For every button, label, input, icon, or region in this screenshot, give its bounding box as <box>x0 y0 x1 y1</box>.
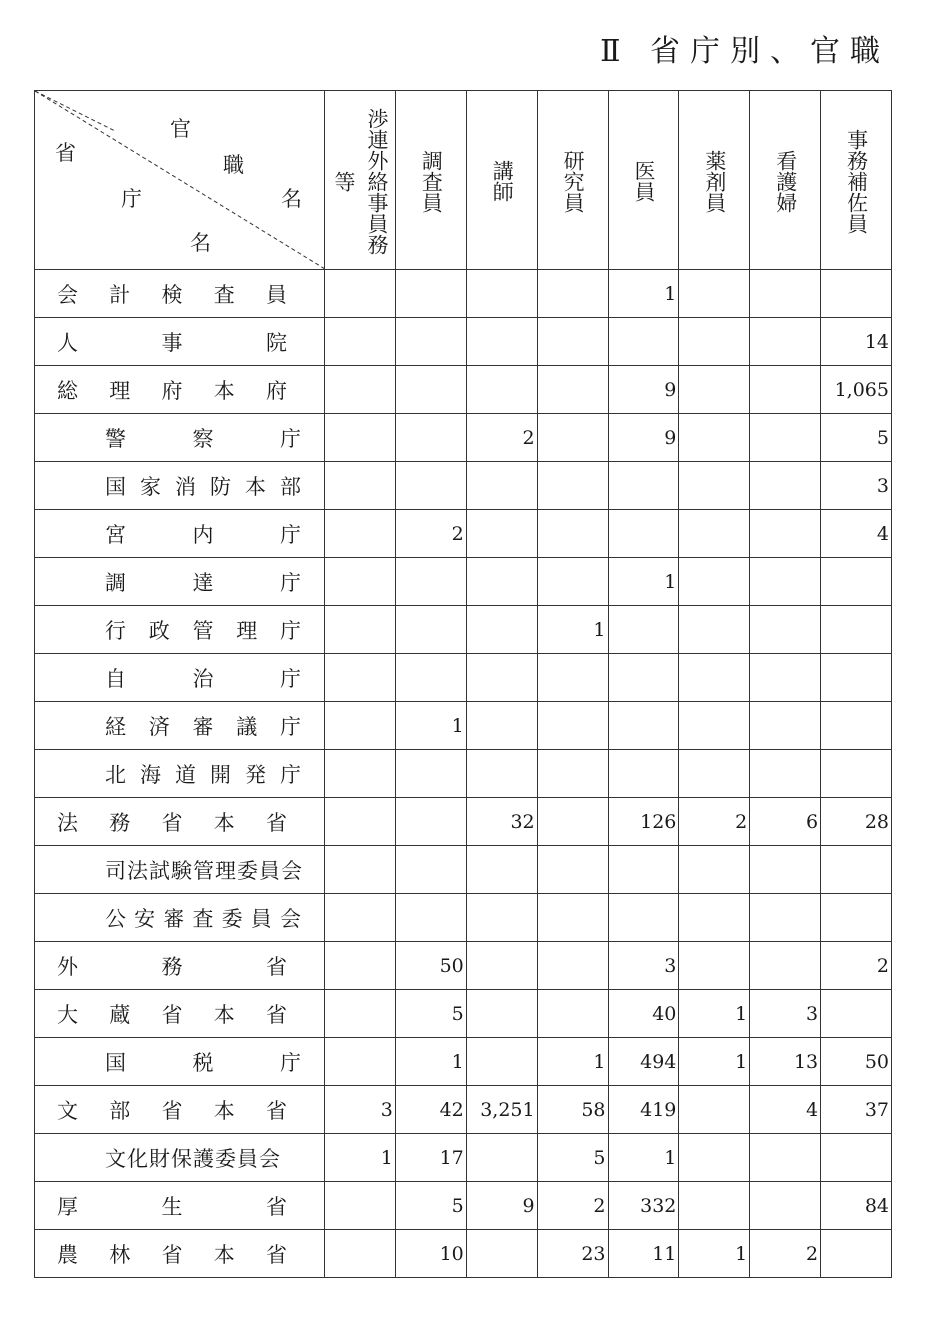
agency-name-cell <box>35 702 325 750</box>
value-cell <box>679 558 750 606</box>
value-cell: 2 <box>466 414 537 462</box>
value-cell <box>466 990 537 1038</box>
column-header-label: 薬剤員 <box>702 149 727 213</box>
value-cell: 58 <box>537 1086 608 1134</box>
value-cell <box>537 894 608 942</box>
value-cell: 2 <box>750 1230 821 1278</box>
value-cell <box>395 270 466 318</box>
value-cell <box>679 318 750 366</box>
value-cell: 332 <box>608 1182 679 1230</box>
corner-kan: 官 <box>170 117 191 141</box>
value-cell <box>537 846 608 894</box>
value-cell: 9 <box>466 1182 537 1230</box>
value-cell <box>537 798 608 846</box>
table-row <box>35 702 892 750</box>
value-cell <box>395 462 466 510</box>
page-title: Ⅱ 省庁別、官職 <box>600 34 890 69</box>
agency-name-cell <box>35 894 325 942</box>
value-cell <box>325 1230 396 1278</box>
table-row <box>35 606 892 654</box>
value-cell <box>466 558 537 606</box>
value-cell <box>679 750 750 798</box>
agency-name: 自 治 庁 <box>105 666 301 691</box>
value-cell: 50 <box>821 1038 892 1086</box>
value-cell: 5 <box>537 1134 608 1182</box>
corner-shoku: 職 <box>223 153 244 177</box>
agency-name-cell <box>35 318 325 366</box>
value-cell: 494 <box>608 1038 679 1086</box>
table-row <box>35 798 892 846</box>
value-cell: 1 <box>608 270 679 318</box>
column-header-label: 渉連外絡事員務等 <box>331 107 389 255</box>
value-cell <box>608 750 679 798</box>
agency-name-cell <box>35 510 325 558</box>
table-row <box>35 1086 892 1134</box>
agency-name-cell <box>35 1230 325 1278</box>
value-cell: 23 <box>537 1230 608 1278</box>
column-header <box>395 91 466 270</box>
value-cell: 13 <box>750 1038 821 1086</box>
agency-name-cell <box>35 270 325 318</box>
value-cell: 1 <box>679 1038 750 1086</box>
column-header <box>466 91 537 270</box>
value-cell: 50 <box>395 942 466 990</box>
value-cell <box>750 462 821 510</box>
value-cell <box>395 798 466 846</box>
value-cell <box>608 702 679 750</box>
value-cell: 4 <box>750 1086 821 1134</box>
value-cell <box>537 942 608 990</box>
value-cell: 1 <box>608 558 679 606</box>
agency-name: 文 部 省 本 省 <box>57 1098 287 1123</box>
value-cell <box>395 558 466 606</box>
value-cell <box>608 654 679 702</box>
value-cell <box>395 318 466 366</box>
value-cell <box>750 846 821 894</box>
value-cell <box>821 606 892 654</box>
agency-name-cell <box>35 414 325 462</box>
value-cell: 1 <box>395 1038 466 1086</box>
agency-name: 国 税 庁 <box>105 1050 301 1075</box>
table-row <box>35 270 892 318</box>
value-cell <box>821 846 892 894</box>
value-cell: 1 <box>537 606 608 654</box>
value-cell <box>325 414 396 462</box>
value-cell <box>466 750 537 798</box>
value-cell: 5 <box>821 414 892 462</box>
agency-name-cell <box>35 942 325 990</box>
value-cell <box>679 654 750 702</box>
value-cell <box>466 846 537 894</box>
value-cell <box>537 558 608 606</box>
value-cell <box>537 654 608 702</box>
column-header-label: 事務補佐員 <box>844 128 869 234</box>
agency-name-cell <box>35 1182 325 1230</box>
value-cell <box>325 270 396 318</box>
value-cell <box>608 462 679 510</box>
agency-name-cell <box>35 558 325 606</box>
value-cell <box>325 654 396 702</box>
value-cell: 84 <box>821 1182 892 1230</box>
value-cell <box>537 318 608 366</box>
agency-name: 北 海 道 開 発 庁 <box>105 762 301 787</box>
agency-name: 大 蔵 省 本 省 <box>57 1002 287 1027</box>
value-cell <box>537 702 608 750</box>
value-cell <box>537 414 608 462</box>
column-header <box>679 91 750 270</box>
value-cell: 40 <box>608 990 679 1038</box>
value-cell: 3 <box>325 1086 396 1134</box>
value-cell <box>466 318 537 366</box>
table-row <box>35 1134 892 1182</box>
value-cell <box>679 366 750 414</box>
value-cell <box>750 942 821 990</box>
column-header <box>537 91 608 270</box>
agency-name: 会 計 検 査 員 <box>57 282 287 307</box>
value-cell <box>325 1038 396 1086</box>
table-row <box>35 1230 892 1278</box>
value-cell <box>325 558 396 606</box>
corner-cho: 庁 <box>121 187 142 211</box>
value-cell <box>679 510 750 558</box>
column-header-label: 講師 <box>490 160 515 202</box>
value-cell: 2 <box>821 942 892 990</box>
corner-mei-top: 名 <box>281 187 302 211</box>
value-cell: 10 <box>395 1230 466 1278</box>
value-cell <box>821 558 892 606</box>
value-cell <box>821 750 892 798</box>
value-cell <box>750 414 821 462</box>
column-header <box>608 91 679 270</box>
staff-table <box>34 90 892 1278</box>
corner-mei-bottom: 名 <box>190 231 211 255</box>
agency-name-cell <box>35 750 325 798</box>
value-cell <box>537 462 608 510</box>
table-row <box>35 318 892 366</box>
value-cell: 2 <box>679 798 750 846</box>
table-row <box>35 366 892 414</box>
value-cell <box>537 750 608 798</box>
value-cell <box>537 990 608 1038</box>
value-cell <box>679 846 750 894</box>
agency-name: 外 務 省 <box>57 954 287 979</box>
agency-name: 国 家 消 防 本 部 <box>105 474 301 499</box>
value-cell <box>750 558 821 606</box>
agency-name: 農 林 省 本 省 <box>57 1242 287 1267</box>
value-cell: 126 <box>608 798 679 846</box>
column-header <box>325 91 396 270</box>
value-cell <box>466 1038 537 1086</box>
value-cell <box>325 894 396 942</box>
value-cell <box>821 270 892 318</box>
agency-name-cell <box>35 1038 325 1086</box>
agency-name: 宮 内 庁 <box>105 522 301 547</box>
agency-name: 調 達 庁 <box>105 570 301 595</box>
value-cell <box>608 510 679 558</box>
value-cell <box>325 366 396 414</box>
corner-sho: 省 <box>55 141 76 165</box>
table-row <box>35 942 892 990</box>
agency-name: 総 理 府 本 府 <box>57 378 287 403</box>
value-cell: 2 <box>395 510 466 558</box>
value-cell: 419 <box>608 1086 679 1134</box>
agency-name-cell <box>35 462 325 510</box>
value-cell <box>466 366 537 414</box>
value-cell <box>395 654 466 702</box>
value-cell: 14 <box>821 318 892 366</box>
value-cell <box>750 318 821 366</box>
table-row <box>35 558 892 606</box>
value-cell <box>466 654 537 702</box>
value-cell <box>325 1182 396 1230</box>
value-cell: 3 <box>750 990 821 1038</box>
column-header-label: 医員 <box>631 160 656 202</box>
value-cell <box>679 894 750 942</box>
value-cell: 1 <box>325 1134 396 1182</box>
value-cell: 3,251 <box>466 1086 537 1134</box>
agency-name-cell <box>35 654 325 702</box>
agency-name: 文化財保護委員会 <box>105 1146 281 1171</box>
value-cell <box>466 606 537 654</box>
value-cell <box>325 990 396 1038</box>
agency-name: 行 政 管 理 庁 <box>105 618 301 643</box>
table-row <box>35 1038 892 1086</box>
value-cell <box>608 846 679 894</box>
value-cell <box>608 318 679 366</box>
agency-name: 警 察 庁 <box>105 426 301 451</box>
value-cell: 2 <box>537 1182 608 1230</box>
value-cell <box>679 270 750 318</box>
table-row <box>35 894 892 942</box>
value-cell <box>466 942 537 990</box>
value-cell: 37 <box>821 1086 892 1134</box>
value-cell <box>395 606 466 654</box>
value-cell: 11 <box>608 1230 679 1278</box>
value-cell <box>750 750 821 798</box>
agency-name: 司法試験管理委員会 <box>105 858 303 883</box>
value-cell <box>679 942 750 990</box>
value-cell <box>466 462 537 510</box>
column-header <box>750 91 821 270</box>
value-cell: 9 <box>608 366 679 414</box>
value-cell: 4 <box>821 510 892 558</box>
table-row <box>35 1182 892 1230</box>
value-cell <box>325 942 396 990</box>
value-cell <box>750 1134 821 1182</box>
value-cell <box>750 510 821 558</box>
agency-name-cell <box>35 1134 325 1182</box>
value-cell <box>679 462 750 510</box>
value-cell: 6 <box>750 798 821 846</box>
value-cell <box>325 318 396 366</box>
value-cell <box>466 702 537 750</box>
value-cell <box>325 462 396 510</box>
value-cell <box>679 1134 750 1182</box>
value-cell <box>750 702 821 750</box>
value-cell <box>325 798 396 846</box>
value-cell: 32 <box>466 798 537 846</box>
agency-name: 経 済 審 議 庁 <box>105 714 301 739</box>
value-cell <box>395 750 466 798</box>
agency-name-cell <box>35 606 325 654</box>
value-cell <box>608 894 679 942</box>
table-row <box>35 462 892 510</box>
value-cell <box>821 702 892 750</box>
agency-name-cell <box>35 1086 325 1134</box>
value-cell <box>395 414 466 462</box>
value-cell: 3 <box>608 942 679 990</box>
value-cell: 3 <box>821 462 892 510</box>
column-header-label: 調査員 <box>419 149 444 213</box>
value-cell <box>466 894 537 942</box>
value-cell: 1,065 <box>821 366 892 414</box>
agency-name-cell <box>35 798 325 846</box>
value-cell: 1 <box>395 702 466 750</box>
value-cell: 9 <box>608 414 679 462</box>
value-cell <box>679 1182 750 1230</box>
value-cell <box>750 366 821 414</box>
value-cell: 1 <box>537 1038 608 1086</box>
table-row <box>35 654 892 702</box>
column-header-label: 研究員 <box>561 149 586 213</box>
value-cell: 42 <box>395 1086 466 1134</box>
value-cell: 5 <box>395 1182 466 1230</box>
value-cell <box>325 846 396 894</box>
value-cell <box>466 1134 537 1182</box>
table-body <box>35 270 892 1278</box>
value-cell <box>750 1182 821 1230</box>
value-cell: 1 <box>679 1230 750 1278</box>
value-cell <box>325 750 396 798</box>
value-cell <box>821 1230 892 1278</box>
table-row <box>35 414 892 462</box>
value-cell <box>466 510 537 558</box>
value-cell <box>750 606 821 654</box>
table-row <box>35 846 892 894</box>
value-cell <box>821 1134 892 1182</box>
value-cell <box>750 270 821 318</box>
agency-name-cell <box>35 366 325 414</box>
corner-header <box>35 91 325 270</box>
table-row <box>35 750 892 798</box>
value-cell <box>395 894 466 942</box>
value-cell <box>537 270 608 318</box>
value-cell <box>679 702 750 750</box>
column-header <box>821 91 892 270</box>
value-cell <box>750 654 821 702</box>
value-cell <box>821 894 892 942</box>
value-cell <box>325 606 396 654</box>
value-cell: 1 <box>608 1134 679 1182</box>
table-row <box>35 990 892 1038</box>
value-cell <box>679 606 750 654</box>
value-cell <box>537 510 608 558</box>
value-cell <box>466 1230 537 1278</box>
agency-name: 人 事 院 <box>57 330 287 355</box>
value-cell <box>679 1086 750 1134</box>
agency-name: 厚 生 省 <box>57 1194 287 1219</box>
value-cell: 28 <box>821 798 892 846</box>
agency-name: 法 務 省 本 省 <box>57 810 287 835</box>
value-cell <box>325 702 396 750</box>
value-cell <box>395 846 466 894</box>
value-cell <box>750 894 821 942</box>
value-cell <box>395 366 466 414</box>
value-cell: 1 <box>679 990 750 1038</box>
value-cell <box>608 606 679 654</box>
value-cell <box>466 270 537 318</box>
agency-name: 公 安 審 査 委 員 会 <box>105 906 301 931</box>
value-cell: 17 <box>395 1134 466 1182</box>
header-row <box>35 91 892 270</box>
column-header-label: 看護婦 <box>773 149 798 213</box>
value-cell <box>325 510 396 558</box>
table-row <box>35 510 892 558</box>
value-cell <box>821 990 892 1038</box>
value-cell <box>537 366 608 414</box>
agency-name-cell <box>35 990 325 1038</box>
value-cell <box>821 654 892 702</box>
value-cell: 5 <box>395 990 466 1038</box>
value-cell <box>679 414 750 462</box>
agency-name-cell <box>35 846 325 894</box>
